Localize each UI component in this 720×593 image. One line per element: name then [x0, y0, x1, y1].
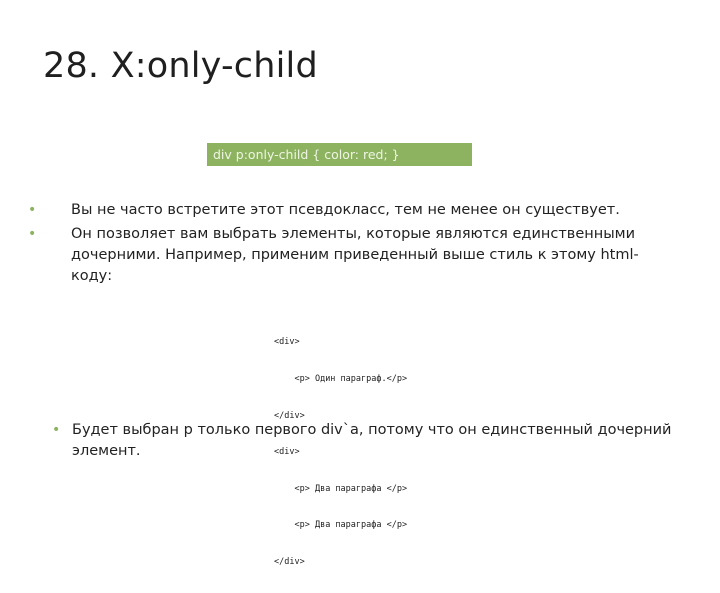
bullet-icon: • [28, 202, 37, 218]
code-line: <p> Один параграф.</p> [294, 374, 408, 385]
bullet-text: Будет выбран p только первого div`a, потому что он единственный дочерний элемент. [72, 422, 672, 459]
code-line: <p> Два параграфа </p> [294, 520, 408, 531]
code-line: <div> [274, 337, 300, 348]
code-line: </div> [274, 557, 305, 568]
bullet-icon: • [52, 422, 61, 438]
slide-title: 28. X:only-child [43, 46, 318, 86]
bullet-icon: • [28, 226, 37, 242]
bullet-item [28, 200, 668, 221]
code-line: <div> [274, 447, 300, 458]
css-selector-example: div p:only-child { color: red; } [207, 143, 472, 166]
conclusion-bullet [52, 420, 692, 462]
bullet-text: Он позволяет вам выбрать элементы, которые являются единственными дочерними. Например, применим приведенный выше стиль к этому html-коду: [71, 226, 639, 284]
bullet-list [28, 200, 668, 290]
code-line: <p> Два параграфа </p> [294, 483, 408, 494]
bullet-item [28, 224, 668, 287]
bullet-text: Вы не часто встретите этот псевдокласс, тем не менее он существует. [71, 202, 620, 218]
code-line: </div> [274, 410, 305, 421]
